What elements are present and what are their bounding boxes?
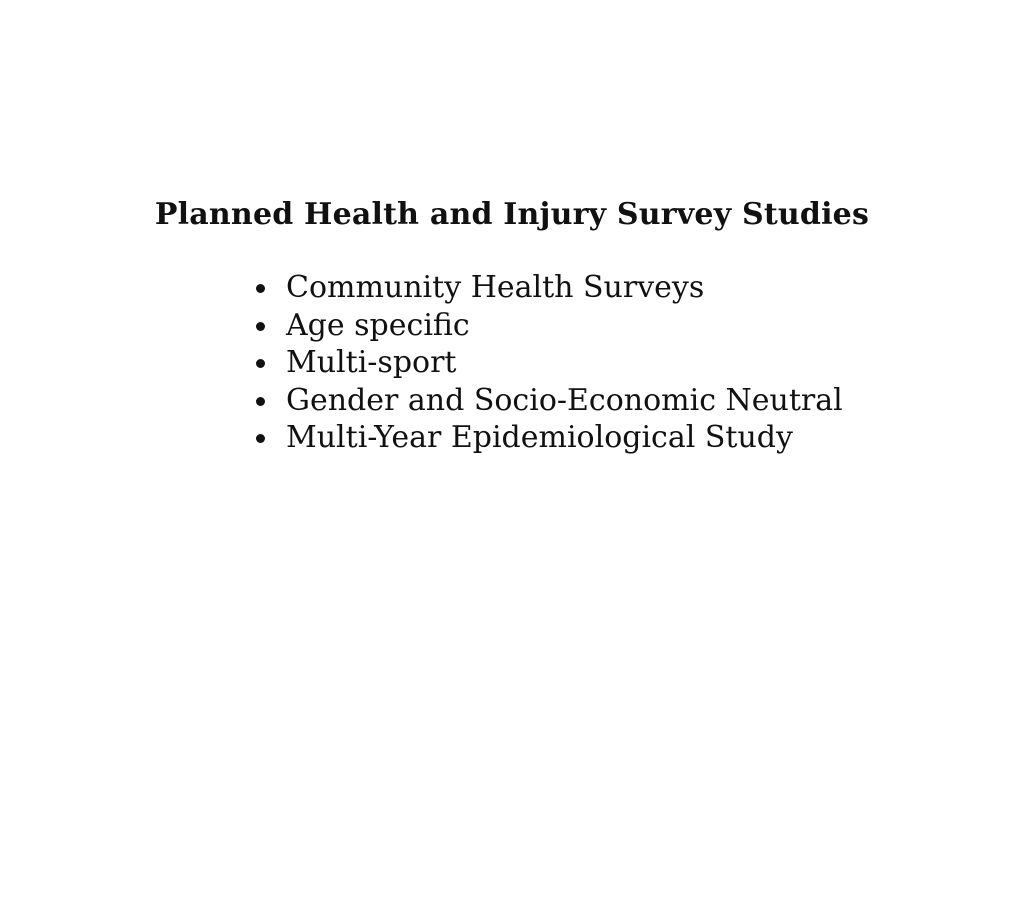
bullet-icon — [256, 434, 265, 443]
list-item-label: Age specific — [286, 307, 470, 343]
bullet-icon — [256, 359, 265, 368]
bullet-icon — [256, 322, 265, 331]
bullet-icon — [256, 397, 265, 406]
bullet-icon — [256, 284, 265, 293]
list-item — [256, 307, 1024, 345]
list-item-label: Multi-sport — [286, 345, 457, 380]
list-item-label: Multi-Year Epidemiological Study — [286, 420, 793, 455]
list-item — [256, 382, 1024, 420]
document-content — [0, 195, 1024, 457]
list-item — [256, 269, 1024, 307]
list-item-label: Community Health Surveys — [286, 270, 705, 305]
list-item-label: Gender and Socio-Economic Neutral — [286, 382, 843, 418]
list-item — [256, 419, 1024, 457]
page-title: Planned Health and Injury Survey Studies — [154, 197, 870, 232]
bullet-list — [256, 269, 1024, 457]
list-item — [256, 344, 1024, 382]
